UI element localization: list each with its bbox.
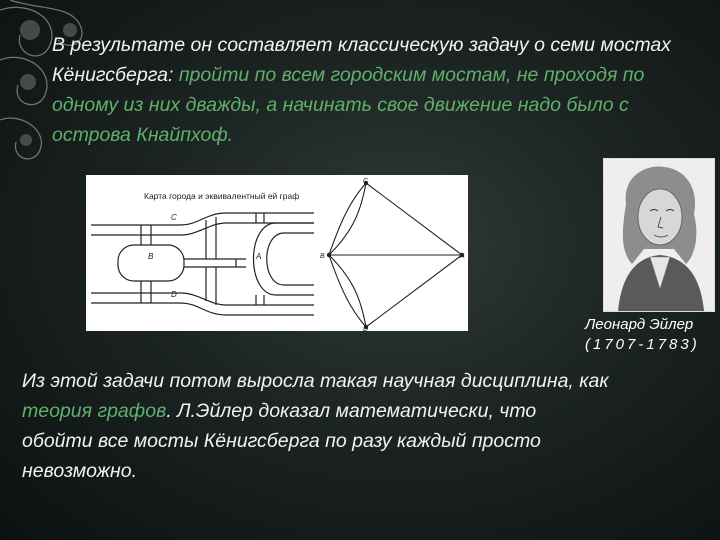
koenigsberg-figure [86, 175, 468, 331]
graph-label-a: A [460, 253, 465, 260]
figure-title: Карта города и эквивалентный ей граф [144, 191, 300, 201]
euler-portrait [603, 158, 715, 312]
map-label-c: C [171, 213, 177, 222]
intro-text: В результате он составляет классическую задачу о семи мостах Кёнигсберга: [52, 34, 671, 86]
conclusion-highlight: теория графов [22, 400, 167, 422]
graph-label-d: D [363, 326, 369, 331]
city-map [91, 213, 314, 315]
map-label-b: B [148, 252, 154, 261]
graph-label-c: C [363, 178, 369, 185]
equivalent-graph [329, 183, 462, 327]
graph-label-b: B [320, 253, 325, 260]
map-label-a: A [256, 252, 262, 261]
conclusion-paragraph [22, 366, 612, 486]
intro-highlight: пройти по всем городским мостам, не проходя по одному из них дважды, а начинать свое движение надо было с острова Кнайпхоф. [52, 64, 645, 146]
conclusion-text-2: . Л.Эйлер доказал математически, что обойти все мосты Кёнигсберга по разу каждый просто невозможно. [22, 400, 541, 482]
intro-paragraph [52, 30, 702, 150]
portrait-years: (1707-1783) [585, 336, 700, 353]
conclusion-text-1: Из этой задачи потом выросла такая научная дисциплина, как [22, 370, 609, 392]
portrait-name: Леонард Эйлер [585, 316, 694, 333]
map-label-d: D [171, 290, 177, 299]
